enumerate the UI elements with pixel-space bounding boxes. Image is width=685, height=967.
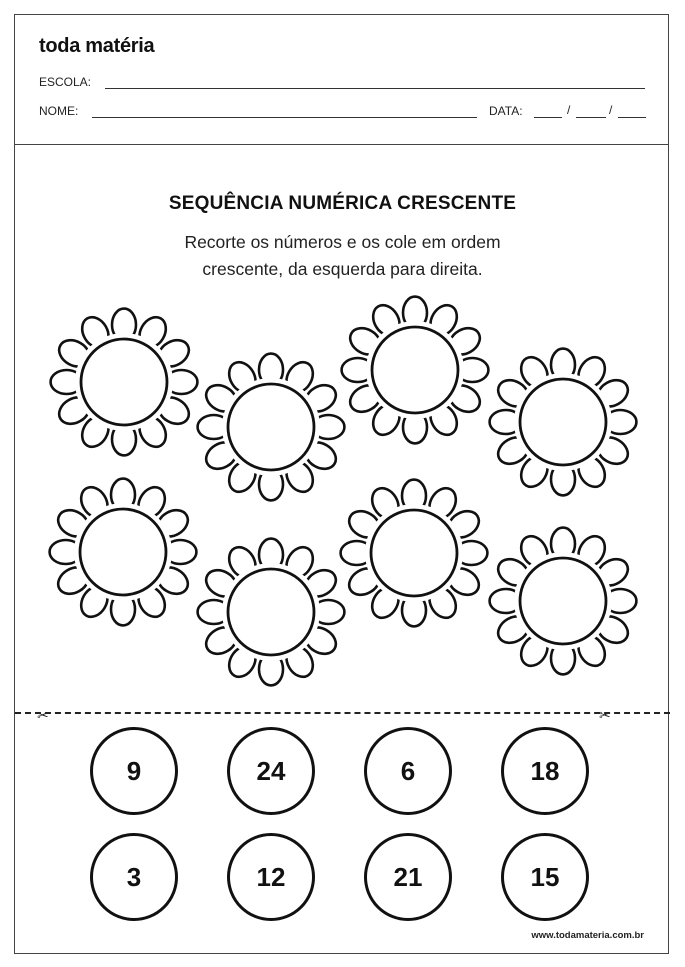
- flower-center-circle: [372, 327, 458, 413]
- flower-cut-target: [198, 539, 345, 686]
- number-card[interactable]: 24: [227, 727, 315, 815]
- flower-cut-target: [198, 354, 345, 501]
- number-card[interactable]: 6: [364, 727, 452, 815]
- scissors-icon: ✂: [599, 707, 611, 723]
- instruction-line-1: Recorte os números e os cole em ordem: [184, 232, 501, 252]
- activity-title: SEQUÊNCIA NUMÉRICA CRESCENTE: [168, 193, 517, 214]
- flower-cut-target: [490, 349, 637, 496]
- flower-cut-target: [341, 480, 488, 627]
- worksheet: [14, 14, 669, 954]
- flower-center-circle: [228, 569, 314, 655]
- number-card[interactable]: 18: [501, 727, 589, 815]
- number-card[interactable]: 9: [90, 727, 178, 815]
- date-separator: /: [609, 103, 613, 117]
- instruction-line-2: crescente, da esquerda para direita.: [202, 259, 483, 279]
- flower-center-circle: [80, 509, 166, 595]
- date-label: DATA:: [489, 104, 523, 118]
- flower-center-circle: [228, 384, 314, 470]
- flower-cut-target: [342, 297, 489, 444]
- scissors-icon: ✂: [37, 707, 49, 723]
- flower-center-circle: [520, 558, 606, 644]
- number-card[interactable]: 21: [364, 833, 452, 921]
- flower-grid: [15, 15, 670, 715]
- flower-cut-target: [490, 528, 637, 675]
- flower-center-circle: [520, 379, 606, 465]
- number-card[interactable]: 15: [501, 833, 589, 921]
- flower-center-circle: [81, 339, 167, 425]
- logo: toda matéria: [39, 35, 155, 57]
- footer-url: www.todamateria.com.br: [531, 930, 644, 941]
- flower-center-circle: [371, 510, 457, 596]
- flower-cut-target: [51, 309, 198, 456]
- name-label: NOME:: [39, 104, 79, 118]
- cut-line: [15, 712, 670, 714]
- date-separator: /: [567, 103, 571, 117]
- number-card[interactable]: 12: [227, 833, 315, 921]
- flower-cut-target: [50, 479, 197, 626]
- school-label: ESCOLA:: [39, 75, 92, 89]
- number-card[interactable]: 3: [90, 833, 178, 921]
